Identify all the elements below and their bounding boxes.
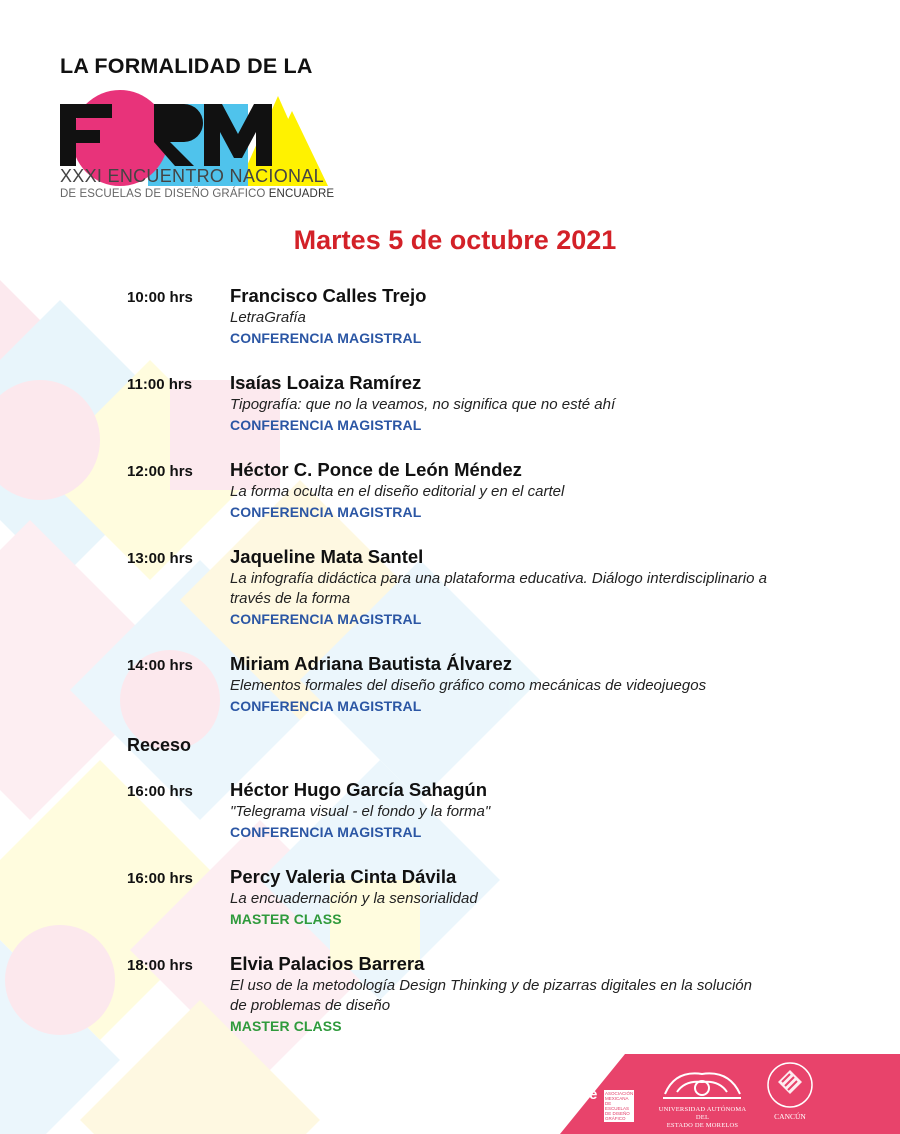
schedule-item [127, 545, 767, 629]
event-date: Martes 5 de octubre 2021 [293, 225, 617, 255]
session-type: MASTER CLASS [230, 1018, 342, 1034]
schedule-item [127, 865, 767, 929]
schedule-item [127, 778, 767, 842]
session-type: CONFERENCIA MAGISTRAL [230, 330, 422, 346]
speaker-name: Jaqueline Mata Santel [230, 546, 424, 567]
speaker-name: Percy Valeria Cinta Dávila [230, 866, 457, 887]
uaem-logo [655, 1064, 750, 1129]
anahuac-logo [765, 1060, 815, 1124]
uaem-emblem-icon [655, 1064, 750, 1104]
session-type: CONFERENCIA MAGISTRAL [230, 611, 422, 627]
logo-subtitle-2 [60, 188, 334, 200]
talk-title: La encuadernación y la sensorialidad [230, 890, 478, 907]
session-type: MASTER CLASS [230, 911, 342, 927]
schedule [127, 284, 767, 1059]
schedule-item [127, 284, 767, 348]
talk-title: "Telegrama visual - el fondo y la forma" [230, 803, 491, 820]
schedule-item [127, 371, 767, 435]
session-type: CONFERENCIA MAGISTRAL [230, 698, 422, 714]
schedule-time: 12:00 hrs [127, 463, 193, 480]
encuadre-small-text: ASOCIACIÓN MEXICANA DE ESCUELAS DE DISEÑO GRÁFICO [605, 1091, 634, 1121]
schedule-time: 16:00 hrs [127, 870, 193, 887]
session-type: CONFERENCIA MAGISTRAL [230, 504, 422, 520]
anahuac-emblem-icon [765, 1060, 815, 1110]
speaker-name: Héctor Hugo García Sahagún [230, 779, 487, 800]
logo-subtitle-2-text: DE ESCUELAS DE DISEÑO GRÁFICO [60, 188, 266, 200]
schedule-item [127, 652, 767, 716]
session-type: CONFERENCIA MAGISTRAL [230, 824, 422, 840]
encuadre-line: dre [574, 1086, 598, 1103]
event-logo [58, 54, 358, 214]
speaker-name: Isaías Loaiza Ramírez [230, 372, 422, 393]
speaker-name: Elvia Palacios Barrera [230, 953, 425, 974]
anahuac-label: CANCÚN [774, 1112, 806, 1121]
schedule-time: 16:00 hrs [127, 783, 193, 800]
talk-title: El uso de la metodología Design Thinking y de pizarras digitales en la solución de problemas de diseño [230, 977, 752, 1014]
schedule-item [127, 952, 767, 1036]
schedule-time: 11:00 hrs [127, 376, 193, 393]
schedule-time: 13:00 hrs [127, 550, 193, 567]
logo-title-top: LA FORMALIDAD DE LA [60, 54, 313, 78]
talk-title: Tipografía: que no la veamos, no significa que no esté ahí [230, 396, 616, 413]
uaem-line-2: ESTADO DE MORELOS [666, 1122, 739, 1129]
uaem-line-1: UNIVERSIDAD AUTÓNOMA DEL [658, 1106, 747, 1121]
schedule-time: 18:00 hrs [127, 957, 193, 974]
speaker-name: Miriam Adriana Bautista Álvarez [230, 653, 513, 674]
talk-title: Elementos formales del diseño gráfico como mecánicas de videojuegos [230, 677, 707, 694]
speaker-name: Héctor C. Ponce de León Méndez [230, 459, 522, 480]
talk-title: La infografía didáctica para una plataforma educativa. Diálogo interdisciplinario a través de la forma [230, 570, 767, 607]
schedule-time: 14:00 hrs [127, 657, 193, 674]
break-label: Receso [127, 735, 192, 755]
schedule-time: 10:00 hrs [127, 289, 193, 306]
encuadre-logo [574, 1058, 636, 1121]
logo-subtitle-1: XXXI ENCUENTRO NACIONAL [60, 166, 324, 186]
session-type: CONFERENCIA MAGISTRAL [230, 417, 422, 433]
schedule-item [127, 458, 767, 522]
talk-title: LetraGrafía [230, 309, 306, 326]
logo-subtitle-2-brand: ENCUADRE [268, 188, 335, 200]
speaker-name: Francisco Calles Trejo [230, 285, 427, 306]
encuadre-line: cua [574, 1072, 600, 1089]
talk-title: La forma oculta en el diseño editorial y en el cartel [230, 483, 565, 500]
encuadre-line: en [574, 1058, 592, 1075]
